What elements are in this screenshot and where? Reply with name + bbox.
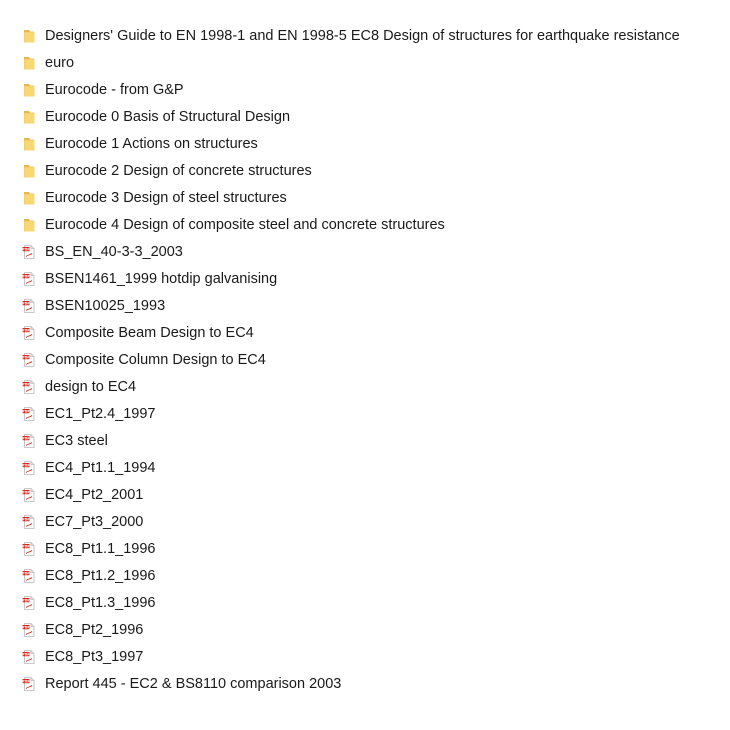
- pdf-file-item[interactable]: [0, 563, 730, 590]
- pdf-file-icon: [21, 271, 37, 287]
- file-name: EC8_Pt2_1996: [45, 622, 144, 638]
- svg-text:PDF: PDF: [22, 301, 30, 306]
- pdf-file-icon: [21, 622, 37, 638]
- pdf-file-item[interactable]: [0, 401, 730, 428]
- folder-item[interactable]: [0, 23, 730, 50]
- svg-text:PDF: PDF: [22, 679, 30, 684]
- svg-text:PDF: PDF: [22, 328, 30, 333]
- folder-item[interactable]: [0, 185, 730, 212]
- pdf-file-icon: [21, 433, 37, 449]
- file-name: EC8_Pt1.1_1996: [45, 541, 156, 557]
- pdf-file-item[interactable]: [0, 617, 730, 644]
- svg-text:PDF: PDF: [22, 625, 30, 630]
- svg-text:PDF: PDF: [22, 490, 30, 495]
- file-name: EC8_Pt1.3_1996: [45, 595, 156, 611]
- pdf-file-item[interactable]: [0, 455, 730, 482]
- file-name: BSEN10025_1993: [45, 298, 166, 314]
- svg-text:PDF: PDF: [22, 517, 30, 522]
- svg-text:PDF: PDF: [22, 436, 30, 441]
- pdf-file-icon: [21, 325, 37, 341]
- pdf-file-icon: [21, 568, 37, 584]
- pdf-file-icon: [21, 352, 37, 368]
- file-name: Eurocode 0 Basis of Structural Design: [45, 109, 291, 125]
- file-name: Composite Column Design to EC4: [45, 352, 266, 368]
- file-name: BS_EN_40-3-3_2003: [45, 244, 183, 260]
- svg-text:PDF: PDF: [22, 544, 30, 549]
- svg-text:PDF: PDF: [22, 382, 30, 387]
- folder-icon: [21, 136, 37, 152]
- file-name: Composite Beam Design to EC4: [45, 325, 254, 341]
- file-name: EC1_Pt2.4_1997: [45, 406, 156, 422]
- pdf-file-item[interactable]: [0, 644, 730, 671]
- file-name: Eurocode 4 Design of composite steel and concrete structures: [45, 217, 445, 233]
- folder-item[interactable]: [0, 131, 730, 158]
- svg-text:PDF: PDF: [22, 409, 30, 414]
- pdf-file-item[interactable]: [0, 374, 730, 401]
- pdf-file-icon: [21, 649, 37, 665]
- folder-icon: [21, 55, 37, 71]
- file-name: BSEN1461_1999 hotdip galvanising: [45, 271, 278, 287]
- folder-icon: [21, 163, 37, 179]
- pdf-file-icon: [21, 595, 37, 611]
- pdf-file-item[interactable]: [0, 266, 730, 293]
- svg-text:PDF: PDF: [22, 355, 30, 360]
- file-name: EC7_Pt3_2000: [45, 514, 144, 530]
- pdf-file-item[interactable]: [0, 293, 730, 320]
- pdf-file-item[interactable]: [0, 239, 730, 266]
- pdf-file-item[interactable]: [0, 509, 730, 536]
- file-name: Eurocode 1 Actions on structures: [45, 136, 258, 152]
- pdf-file-icon: [21, 541, 37, 557]
- pdf-file-item[interactable]: [0, 320, 730, 347]
- file-name: Eurocode 2 Design of concrete structures: [45, 163, 312, 179]
- svg-text:PDF: PDF: [22, 274, 30, 279]
- file-list: [0, 23, 730, 698]
- file-name: EC4_Pt2_2001: [45, 487, 144, 503]
- pdf-file-item[interactable]: [0, 482, 730, 509]
- folder-icon: [21, 109, 37, 125]
- folder-icon: [21, 28, 37, 44]
- file-name: design to EC4: [45, 379, 137, 395]
- pdf-file-icon: [21, 676, 37, 692]
- folder-icon: [21, 190, 37, 206]
- pdf-file-icon: [21, 244, 37, 260]
- pdf-file-icon: [21, 379, 37, 395]
- file-name: Eurocode 3 Design of steel structures: [45, 190, 287, 206]
- file-name: EC4_Pt1.1_1994: [45, 460, 156, 476]
- pdf-file-item[interactable]: [0, 590, 730, 617]
- folder-item[interactable]: [0, 212, 730, 239]
- svg-text:PDF: PDF: [22, 571, 30, 576]
- folder-icon: [21, 82, 37, 98]
- svg-text:PDF: PDF: [22, 598, 30, 603]
- pdf-file-icon: [21, 487, 37, 503]
- pdf-file-item[interactable]: [0, 347, 730, 374]
- file-name: euro: [45, 55, 75, 71]
- file-name: EC8_Pt1.2_1996: [45, 568, 156, 584]
- pdf-file-icon: [21, 406, 37, 422]
- folder-icon: [21, 217, 37, 233]
- file-name: Eurocode - from G&P: [45, 82, 184, 98]
- svg-text:PDF: PDF: [22, 247, 30, 252]
- folder-item[interactable]: [0, 104, 730, 131]
- pdf-file-item[interactable]: [0, 671, 730, 698]
- pdf-file-item[interactable]: [0, 536, 730, 563]
- pdf-file-icon: [21, 460, 37, 476]
- file-name: Designers' Guide to EN 1998-1 and EN 1998-5 EC8 Design of structures for earthquake resistance: [45, 28, 680, 44]
- folder-item[interactable]: [0, 77, 730, 104]
- pdf-file-item[interactable]: [0, 428, 730, 455]
- file-name: Report 445 - EC2 & BS8110 comparison 2003: [45, 676, 342, 692]
- svg-text:PDF: PDF: [22, 463, 30, 468]
- folder-item[interactable]: [0, 158, 730, 185]
- file-name: EC3 steel: [45, 433, 108, 449]
- folder-item[interactable]: [0, 50, 730, 77]
- svg-text:PDF: PDF: [22, 652, 30, 657]
- file-name: EC8_Pt3_1997: [45, 649, 144, 665]
- pdf-file-icon: [21, 298, 37, 314]
- pdf-file-icon: [21, 514, 37, 530]
